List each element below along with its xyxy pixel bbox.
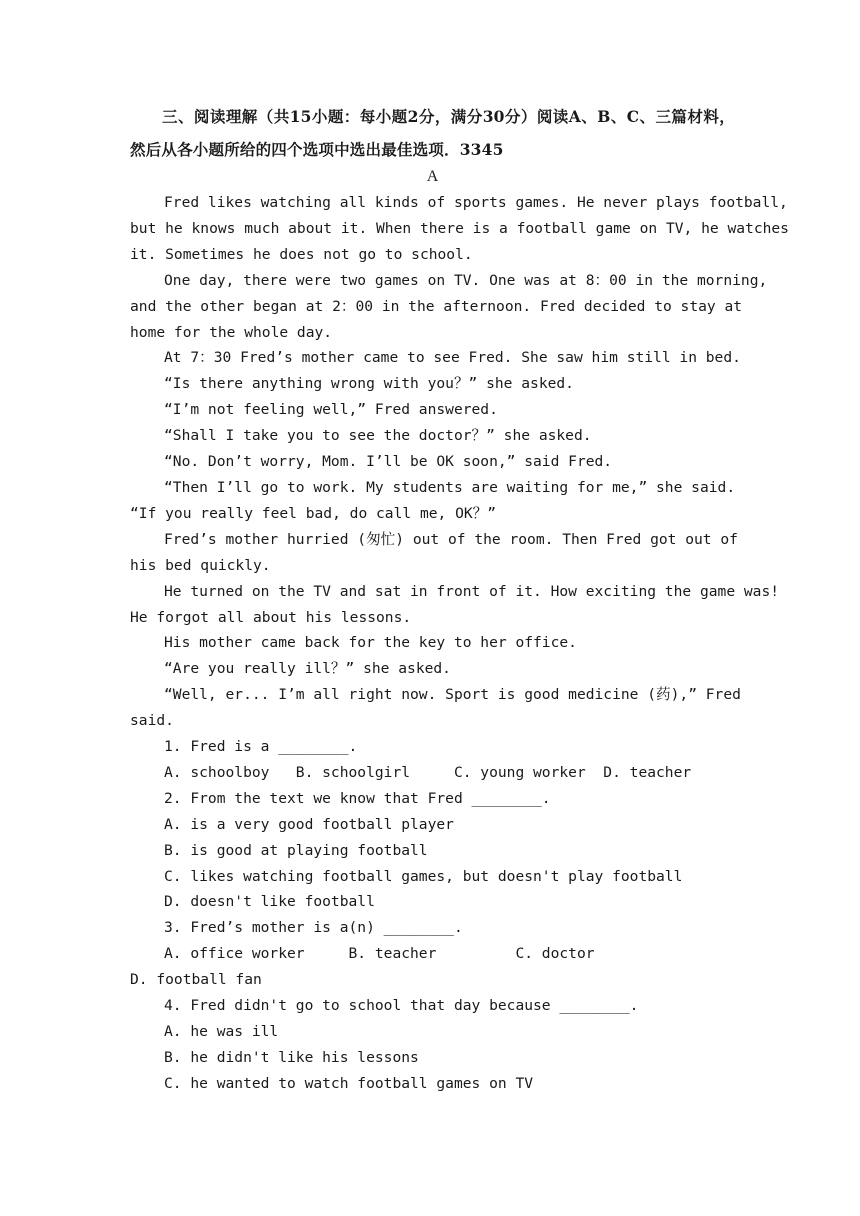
text-line: A. he was ill: [164, 1023, 279, 1040]
text-line: and the other began at 2：00 in the afternoon. Fred decided to stay at: [130, 297, 743, 315]
text-line: C. he wanted to watch football games on TV: [164, 1074, 534, 1092]
document-page: [130, 100, 789, 1097]
text-line: One day, there were two games on TV. One was at 8：00 in the morning,: [164, 271, 768, 289]
text-line: “Are you really ill？” she asked.: [164, 660, 451, 678]
text-line: “Then I’ll go to work. My students are waiting for me,” she said.: [164, 478, 736, 496]
text-line: Fred likes watching all kinds of sports games. He never plays football,: [164, 194, 788, 211]
passage-body: [130, 190, 789, 1097]
text-line: D. football fan: [130, 971, 262, 989]
text-line: A. schoolboy B. schoolgirl C. young worker D. teacher: [164, 763, 692, 781]
text-line: his bed quickly.: [130, 556, 271, 574]
text-line: C. likes watching football games, but doesn't play football: [164, 867, 683, 885]
text-line: At 7：30 Fred’s mother came to see Fred. She saw him still in bed.: [164, 349, 741, 367]
text-line: “No. Don’t worry, Mom. I’ll be OK soon,” said Fred.: [164, 453, 613, 471]
text-line: He turned on the TV and sat in front of it. How exciting the game was!: [164, 582, 780, 600]
text-line: B. is good at playing football: [164, 841, 428, 859]
text-line: “Is there anything wrong with you？” she asked.: [164, 375, 574, 393]
passage-label: A: [426, 168, 439, 185]
text-line: “Shall I take you to see the doctor？” she asked.: [164, 427, 592, 445]
text-line: 2. From the text we know that Fred ________.: [164, 789, 551, 807]
text-line: home for the whole day.: [130, 323, 333, 341]
text-line: “Well, er... I’m all right now. Sport is good medicine (药),” Fred: [164, 686, 741, 704]
text-line: it. Sometimes he does not go to school.: [130, 245, 473, 263]
text-line: A. is a very good football player: [164, 815, 454, 833]
text-line: 4. Fred didn't go to school that day because ________.: [164, 997, 639, 1015]
text-line: Fred’s mother hurried (匆忙) out of the room. Then Fred got out of: [164, 530, 738, 548]
text-line: but he knows much about it. When there is a football game on TV, he watches: [130, 219, 789, 237]
text-line: “I’m not feeling well,” Fred answered.: [164, 401, 498, 419]
text-line: D. doesn't like football: [164, 893, 375, 911]
text-line: B. he didn't like his lessons: [164, 1048, 419, 1066]
text-line: said.: [130, 712, 174, 730]
text-line: 3. Fred’s mother is a(n) ________.: [164, 919, 463, 937]
text-line: He forgot all about his lessons.: [130, 608, 412, 626]
text-line: 1. Fred is a ________.: [164, 738, 358, 756]
section-heading: 三、阅读理解（共15小题：每小题2分，满分30分）阅读A、B、C、三篇材料，然后从各小题所给的四个选项中选出最佳选项．3345: [130, 107, 735, 159]
text-line: A. office worker B. teacher C. doctor: [164, 945, 595, 963]
text-line: His mother came back for the key to her office.: [164, 634, 577, 652]
text-line: “If you really feel bad, do call me, OK？”: [130, 504, 497, 522]
